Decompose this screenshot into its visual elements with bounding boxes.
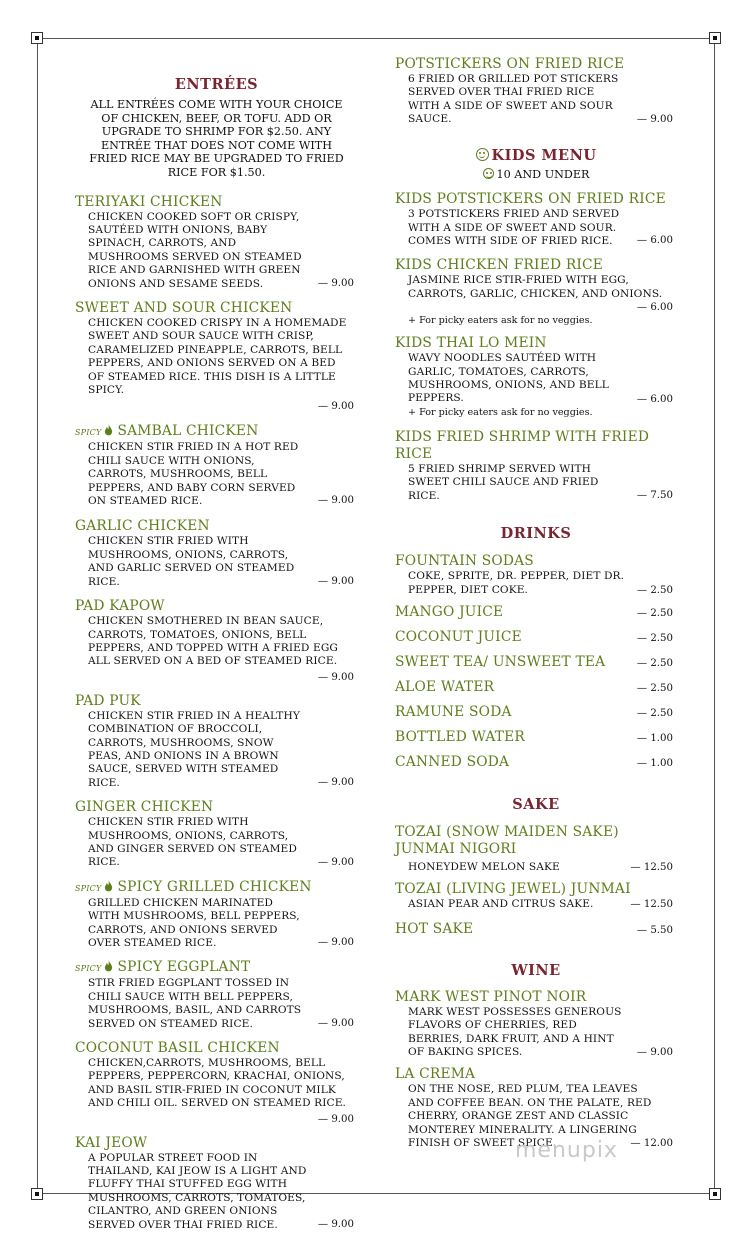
right-column: [395, 56, 677, 1150]
flame-icon: [104, 424, 113, 436]
item-price: — 2.50: [636, 707, 673, 719]
item-detail-row: [395, 898, 677, 911]
spicy-label: SPICY: [75, 964, 102, 974]
item-name: KIDS POTSTICKERS ON FRIED RICE: [395, 191, 666, 208]
flame-icon: [104, 960, 113, 972]
item-price: — 9.00: [636, 113, 673, 125]
drink-row: [395, 704, 677, 722]
item-price: — 9.00: [317, 856, 354, 868]
menu-item: [75, 693, 358, 790]
item-price: — 9.00: [317, 1113, 354, 1125]
menu-item: [75, 300, 358, 413]
corner-ornament: [709, 1188, 721, 1200]
item-description: CHICKEN STIR FRIED WITH MUSHROOMS, ONIONS, CARROTS, AND GARLIC SERVED ON STEAMED RICE.: [88, 535, 295, 588]
watermark: menupix: [515, 1138, 618, 1163]
item-name: HOT SAKE: [395, 920, 474, 937]
item-name: TERIYAKI CHICKEN: [75, 193, 223, 210]
item-name: FOUNTAIN SODAS: [395, 553, 534, 570]
menu-item: [395, 56, 677, 127]
item-price: — 2.50: [636, 632, 673, 644]
item-description: CHICKEN COOKED SOFT OR CRISPY, SAUTÉED WITH ONIONS, BABY SPINACH, CARROTS, AND MUSHROOMS SERVED ON STEAMED RICE AND GARNISHED WITH GREEN ONIONS AND SESAME SEEDS.: [88, 210, 302, 290]
menu-item: [395, 257, 677, 327]
item-description: GRILLED CHICKEN MARINATED WITH MUSHROOMS, BELL PEPPERS, CARROTS, AND ONIONS SERVED OVER STEAMED RICE.: [88, 896, 300, 949]
item-name: MANGO JUICE: [395, 603, 504, 620]
kids-menu-heading: [395, 147, 677, 165]
menu-item: [75, 879, 358, 951]
item-detail-row: [395, 861, 677, 874]
item-name: KIDS CHICKEN FRIED RICE: [395, 257, 604, 274]
item-price: — 2.50: [636, 607, 673, 619]
item-price: — 9.00: [317, 576, 354, 588]
item-price: — 6.00: [636, 235, 673, 247]
item-description: CHICKEN STIR FRIED IN A HEALTHY COMBINATION OF BROCCOLI, CARROTS, MUSHROOMS, SNOW PEAS, AND ONIONS IN A BROWN SAUCE, SERVED WITH STEAMED RICE.: [88, 709, 300, 789]
item-price: — 9.00: [317, 278, 354, 289]
item-name: LA CREMA: [395, 1066, 476, 1083]
item-name: KIDS FRIED SHRIMP WITH FRIED RICE: [395, 428, 650, 462]
sake-heading: SAKE: [512, 795, 560, 813]
corner-ornament: [31, 1188, 43, 1200]
menu-item: [395, 824, 677, 874]
item-name: GARLIC CHICKEN: [75, 518, 210, 535]
menu-item: [75, 799, 358, 870]
item-price: — 2.50: [636, 584, 673, 596]
item-description: ON THE NOSE, RED PLUM, TEA LEAVES AND COFFEE BEAN. ON THE PALATE, RED CHERRY, ORANGE ZEST AND CLASSIC MONTEREY MINERALITY. A LINGERING FINISH OF SWEET SPICE.: [408, 1083, 652, 1149]
drink-row: [395, 604, 677, 622]
menu-item: [75, 423, 358, 508]
item-description: CHICKEN,CARROTS, MUSHROOMS, BELL PEPPERS, PEPPERCORN, KRACHAI, ONIONS, AND BASIL STIR-FRIED IN COCONUT MILK AND CHILI OIL. SERVED ON STEAMED RICE.: [88, 1057, 347, 1110]
item-extra-note: + For picky eaters ask for no veggies.: [408, 315, 593, 327]
menu-item: [75, 194, 358, 291]
kids-menu-title: KIDS MENU: [491, 146, 597, 164]
item-price: — 7.50: [636, 490, 673, 502]
item-name: PAD KAPOW: [75, 598, 165, 615]
item-price: — 9.00: [317, 495, 354, 507]
item-description: CHICKEN STIR FRIED IN A HOT RED CHILI SAUCE WITH ONIONS, CARROTS, MUSHROOMS, BELL PEPPERS, AND BABY CORN SERVED ON STEAMED RICE.: [88, 441, 299, 508]
item-name: CANNED SODA: [395, 753, 510, 770]
item-name: KIDS THAI LO MEIN: [395, 335, 547, 352]
item-description: CHICKEN SMOTHERED IN BEAN SAUCE, CARROTS, TOMATOES, ONIONS, BELL PEPPERS, AND TOPPED WITH A FRIED EGG ALL SERVED ON A BED OF STEAMED RICE.: [88, 615, 338, 668]
drink-row: [395, 629, 677, 647]
smiley-icon: [483, 168, 494, 179]
item-name: COCONUT BASIL CHICKEN: [75, 1040, 280, 1057]
menu-item: [75, 598, 358, 684]
drink-row: [395, 679, 677, 697]
drinks-heading: DRINKS: [500, 525, 572, 543]
item-name: ALOE WATER: [395, 678, 495, 695]
item-price: — 1.00: [636, 757, 673, 769]
drink-row: [395, 654, 677, 672]
item-description: HONEYDEW MELON SAKE: [408, 860, 560, 873]
item-extra-note: + For picky eaters ask for no veggies.: [408, 406, 593, 418]
entrees-note: ALL ENTRÉES COME WITH YOUR CHOICE OF CHICKEN, BEEF, OR TOFU. ADD OR UPGRADE TO SHRIMP FOR $2.50. ANY ENTRÉE THAT DOES NOT COME WITH FRIED RICE MAY BE UPGRADED TO FRIED RICE FOR $1.50.: [89, 98, 344, 179]
item-name: BOTTLED WATER: [395, 728, 526, 745]
drink-row: [395, 729, 677, 747]
item-price: — 5.50: [636, 924, 673, 936]
item-price: — 9.00: [317, 777, 354, 789]
item-name: KAI JEOW: [75, 1134, 148, 1151]
corner-ornament: [709, 32, 721, 44]
item-name: SWEET TEA/ UNSWEET TEA: [395, 653, 606, 670]
menu-item: [75, 1040, 358, 1126]
item-description: 5 FRIED SHRIMP SERVED WITH SWEET CHILI SAUCE AND FRIED RICE.: [408, 462, 599, 502]
drink-row: [395, 921, 677, 938]
spicy-label: SPICY: [75, 883, 102, 893]
item-description: CHICKEN STIR FRIED WITH MUSHROOMS, ONIONS, CARROTS, AND GINGER SERVED ON STEAMED RICE.: [88, 816, 297, 869]
kids-age-note: [395, 168, 677, 182]
item-price: — 9.00: [317, 1018, 354, 1030]
left-column: [75, 68, 358, 1232]
item-name-text: SPICY GRILLED CHICKEN: [117, 878, 312, 895]
item-name: SWEET AND SOUR CHICKEN: [75, 300, 293, 316]
item-description: JASMINE RICE STIR-FRIED WITH EGG, CARROTS, GARLIC, CHICKEN, AND ONIONS.: [408, 274, 663, 300]
item-price: — 9.00: [317, 1219, 354, 1231]
smiley-icon: [476, 148, 489, 161]
item-name: TOZAI (LIVING JEWEL) JUNMAI: [395, 881, 631, 898]
entrees-heading: ENTRÉES: [174, 76, 259, 93]
item-price: — 2.50: [636, 682, 673, 694]
item-name: [75, 879, 358, 897]
item-price: — 6.00: [636, 393, 673, 405]
item-name: MARK WEST PINOT NOIR: [395, 988, 587, 1005]
kids-age-text: 10 AND UNDER: [496, 167, 590, 181]
item-name: RAMUNE SODA: [395, 703, 512, 720]
drink-row: [395, 754, 677, 772]
item-price: — 9.00: [636, 1047, 673, 1059]
item-description: STIR FRIED EGGPLANT TOSSED IN CHILI SAUCE WITH BELL PEPPERS, MUSHROOMS, BASIL, AND CARROTS SERVED ON STEAMED RICE.: [88, 977, 302, 1030]
menu-item: [395, 429, 677, 503]
item-price: — 1.00: [636, 732, 673, 744]
item-description: COKE, SPRITE, DR. PEPPER, DIET DR. PEPPER, DIET COKE.: [408, 570, 625, 596]
item-price: — 9.00: [317, 671, 354, 683]
item-price: — 9.00: [317, 401, 354, 413]
menu-item: [75, 518, 358, 589]
flame-icon: [104, 880, 113, 892]
menu-item: [395, 881, 677, 911]
item-description: ASIAN PEAR AND CITRUS SAKE.: [408, 898, 594, 911]
item-price: — 12.50: [630, 899, 673, 911]
menu-item: [395, 191, 677, 248]
menu-item: [395, 335, 677, 419]
wine-heading: WINE: [511, 961, 561, 979]
item-description: A POPULAR STREET FOOD IN THAILAND, KAI JEOW IS A LIGHT AND FLUFFY THAI STUFFED EGG WITH MUSHROOMS, CARROTS, TOMATOES, CILANTRO, AND GREEN ONIONS SERVED OVER THAI FRIED RICE.: [88, 1151, 307, 1231]
item-price: — 2.50: [636, 657, 673, 669]
item-name-text: SPICY EGGPLANT: [117, 959, 251, 976]
spicy-label: SPICY: [75, 428, 102, 438]
item-description: 3 POTSTICKERS FRIED AND SERVED WITH A SIDE OF SWEET AND SOUR. COMES WITH SIDE OF FRIED RICE.: [408, 208, 620, 248]
item-description: 6 FRIED OR GRILLED POT STICKERS SERVED OVER THAI FRIED RICE WITH A SIDE OF SWEET AND SOUR SAUCE.: [408, 73, 619, 126]
item-name: GINGER CHICKEN: [75, 799, 214, 816]
item-price: — 12.00: [630, 1138, 673, 1150]
drinks-list: [395, 604, 677, 772]
item-description: WAVY NOODLES SAUTÉED WITH GARLIC, TOMATOES, CARROTS, MUSHROOMS, ONIONS, AND BELL PEPPERS.: [408, 352, 609, 405]
item-name-text: SAMBAL CHICKEN: [117, 423, 259, 440]
item-name: TOZAI (SNOW MAIDEN SAKE) JUNMAI NIGORI: [395, 823, 619, 857]
item-price: — 6.00: [636, 302, 673, 314]
item-name: [75, 959, 358, 977]
menu-item: [75, 959, 358, 1031]
item-price: — 12.50: [630, 861, 673, 873]
item-name: PAD PUK: [75, 692, 141, 709]
menu-item: [395, 989, 677, 1060]
item-price: — 9.00: [317, 937, 354, 949]
corner-ornament: [31, 32, 43, 44]
item-description: MARK WEST POSSESSES GENEROUS FLAVORS OF CHERRIES, RED BERRIES, DARK FRUIT, AND A HINT OF BAKING SPICES.: [408, 1005, 622, 1058]
menu-item: [395, 553, 677, 597]
item-name: COCONUT JUICE: [395, 628, 522, 645]
item-description: CHICKEN COOKED CRISPY IN A HOMEMADE SWEET AND SOUR SAUCE WITH CRISP, CARAMELIZED PINEAPPLE, CARROTS, BELL PEPPERS, AND ONIONS SERVED ON A BED OF STEAMED RICE. THIS DISH IS A LITTLE SPICY.: [88, 317, 347, 397]
item-name: POTSTICKERS ON FRIED RICE: [395, 56, 625, 72]
item-name: [75, 423, 358, 441]
menu-item: [75, 1135, 358, 1232]
